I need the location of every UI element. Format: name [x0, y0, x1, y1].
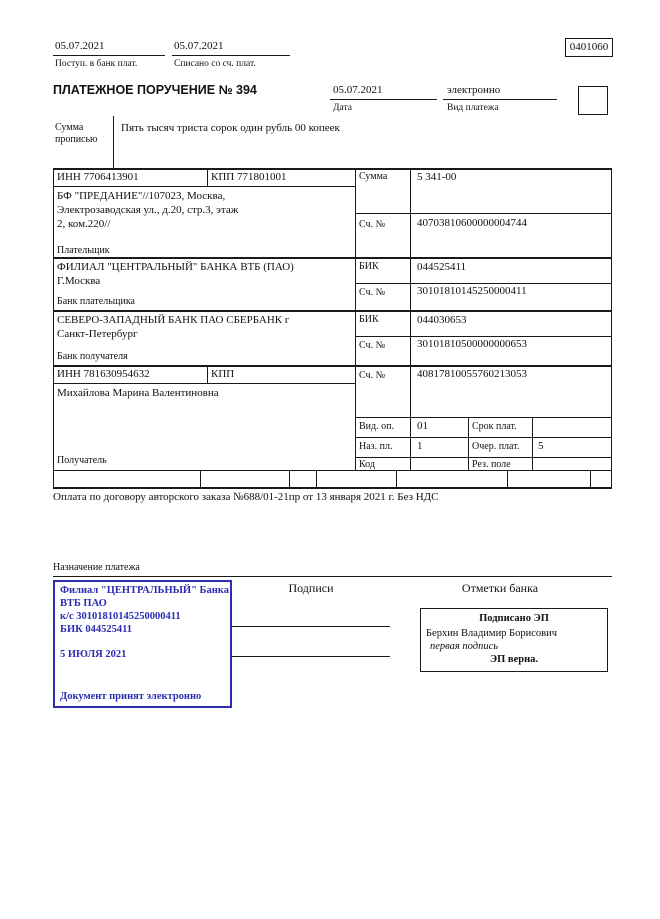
payee-label: Получатель [57, 455, 107, 466]
payer-bank-account-label: Сч. № [359, 287, 386, 298]
rule-footer-top [53, 576, 612, 577]
doc-date-value: 05.07.2021 [333, 84, 383, 96]
payer-bank-bik-label: БИК [359, 261, 379, 272]
stamp-corr-account: к/с 30101810145250000411 [60, 611, 181, 622]
payee-inn: ИНН 781630954632 [57, 368, 150, 380]
payer-name-line1: БФ "ПРЕДАНИЕ"//107023, Москва, [57, 190, 226, 202]
rule-table-top [53, 168, 612, 170]
rule-budget-div-6 [590, 470, 591, 487]
rule-budget-div-4 [396, 470, 397, 487]
rule-payee-kpp-divider [207, 365, 208, 383]
payment-kind-checkbox [578, 86, 608, 115]
rule-kod-top [355, 457, 612, 458]
payer-label: Плательщик [57, 245, 110, 256]
rule-mid-divider [355, 168, 356, 470]
stamp-bik: БИК 044525411 [60, 624, 133, 635]
order-label: Очер. плат. [472, 441, 520, 452]
esign-verdict: ЭП верна. [489, 654, 538, 665]
rule-amount-divider [113, 116, 114, 168]
esign-title: Подписано ЭП [479, 613, 549, 624]
stamp-bank-name-line1: Филиал "ЦЕНТРАЛЬНЫЙ" Банка [60, 585, 229, 596]
debited-label: Списано со сч. плат. [174, 59, 256, 69]
code-label: Код [359, 459, 375, 470]
rule-received-underline [53, 55, 165, 56]
doc-date-label: Дата [333, 103, 352, 113]
stamp-date: 5 ИЮЛЯ 2021 [60, 649, 127, 660]
rule-vidop-top [355, 417, 612, 418]
payee-bank-city: Санкт-Петербург [57, 328, 138, 340]
rule-payer-inn-bottom [53, 186, 355, 187]
payee-bank-name: СЕВЕРО-ЗАПАДНЫЙ БАНК ПАО СБЕРБАНК г [57, 314, 290, 326]
rule-budget-div-5 [507, 470, 508, 487]
rule-sum-bottom [355, 213, 612, 214]
rule-mini-divider-1 [468, 417, 469, 470]
purpose-label: Назначение платежа [53, 562, 140, 573]
rule-date-underline [330, 99, 437, 100]
payer-account-label: Сч. № [359, 219, 386, 230]
rule-payeebank-bik-bottom [355, 336, 612, 337]
payer-inn: ИНН 7706413901 [57, 171, 139, 183]
received-date: 05.07.2021 [55, 40, 105, 52]
doc-title: ПЛАТЕЖНОЕ ПОРУЧЕНИЕ № 394 [53, 83, 257, 97]
rule-budget-div-2 [289, 470, 290, 487]
payer-bank-city: Г.Москва [57, 275, 101, 287]
payee-bank-account-value: 30101810500000000653 [417, 338, 527, 350]
payee-account-value: 40817810055760213053 [417, 368, 527, 380]
amount-words-value: Пять тысяч триста сорок один рубль 00 копеек [121, 122, 340, 134]
rule-debited-underline [172, 55, 290, 56]
esign-box [420, 608, 608, 672]
payer-bank-bik-value: 044525411 [417, 261, 467, 273]
rule-table-left [53, 168, 54, 487]
amount-words-label: Сумма прописью [55, 122, 98, 145]
naz-pl-value: 1 [417, 440, 423, 452]
payment-kind-label: Вид платежа [447, 103, 499, 113]
payee-bank-bik-value: 044030653 [417, 314, 467, 326]
payee-bank-account-label: Сч. № [359, 340, 386, 351]
payee-bank-label: Банк получателя [57, 351, 128, 362]
rule-payerbank-bottom [53, 310, 612, 312]
esign-signer-name: Берхин Владимир Борисович [426, 628, 557, 639]
stamp-accepted-note: Документ принят электронно [60, 691, 202, 702]
rule-payer-bottom [53, 257, 612, 259]
rule-budget-row-bottom [53, 487, 612, 489]
res-field-label: Рез. поле [472, 459, 511, 470]
op-type-value: 01 [417, 420, 428, 432]
purpose-text: Оплата по договору авторского заказа №688/01-21пр от 13 января 2021 г. Без НДС [53, 491, 439, 503]
signatures-header: Подписи [288, 581, 334, 595]
payer-bank-name: ФИЛИАЛ "ЦЕНТРАЛЬНЫЙ" БАНКА ВТБ (ПАО) [57, 261, 294, 273]
naz-pl-label: Наз. пл. [359, 441, 393, 452]
form-code: 0401060 [569, 41, 609, 53]
rule-signature-line-2 [232, 656, 390, 657]
bank-marks-header: Отметки банка [461, 581, 539, 595]
rule-payerbank-bik-bottom [355, 283, 612, 284]
rule-label-value-divider [410, 168, 411, 470]
stamp-bank-name-line2: ВТБ ПАО [60, 598, 107, 609]
rule-budget-div-1 [200, 470, 201, 487]
rule-nazpl-top [355, 437, 612, 438]
rule-payer-kpp-divider [207, 168, 208, 186]
sum-label: Сумма [359, 171, 388, 182]
rule-budget-div-3 [316, 470, 317, 487]
form-code-box [565, 38, 613, 57]
rule-mini-divider-2 [532, 417, 533, 470]
rule-payee-inn-bottom [53, 383, 355, 384]
rule-signature-line-1 [232, 626, 390, 627]
payer-bank-account-value: 30101810145250000411 [417, 285, 527, 297]
op-type-label: Вид. оп. [359, 421, 394, 432]
rule-kind-underline [443, 99, 557, 100]
term-label: Срок плат. [472, 421, 517, 432]
payee-account-label: Сч. № [359, 370, 386, 381]
order-value: 5 [538, 440, 544, 452]
bank-stamp-box [53, 580, 232, 708]
payer-name-line2: Электрозаводская ул., д.20, стр.3, этаж [57, 204, 239, 216]
payee-name: Михайлова Марина Валентиновна [57, 387, 219, 399]
payer-account-value: 40703810600000004744 [417, 217, 527, 229]
payer-bank-label: Банк плательщика [57, 296, 135, 307]
sum-value: 5 341-00 [417, 171, 457, 183]
debited-date: 05.07.2021 [174, 40, 224, 52]
payee-kpp: КПП [211, 368, 235, 380]
esign-signature-kind: первая подпись [430, 641, 499, 652]
received-label: Поступ. в банк плат. [55, 59, 138, 69]
payer-kpp: КПП 771801001 [211, 171, 287, 183]
payer-name-line3: 2, ком.220// [57, 218, 111, 230]
rule-table-right [611, 168, 612, 487]
payment-kind-value: электронно [447, 84, 501, 96]
rule-payee-bottom [53, 470, 612, 471]
payee-bank-bik-label: БИК [359, 314, 379, 325]
rule-payeebank-bottom [53, 365, 612, 367]
